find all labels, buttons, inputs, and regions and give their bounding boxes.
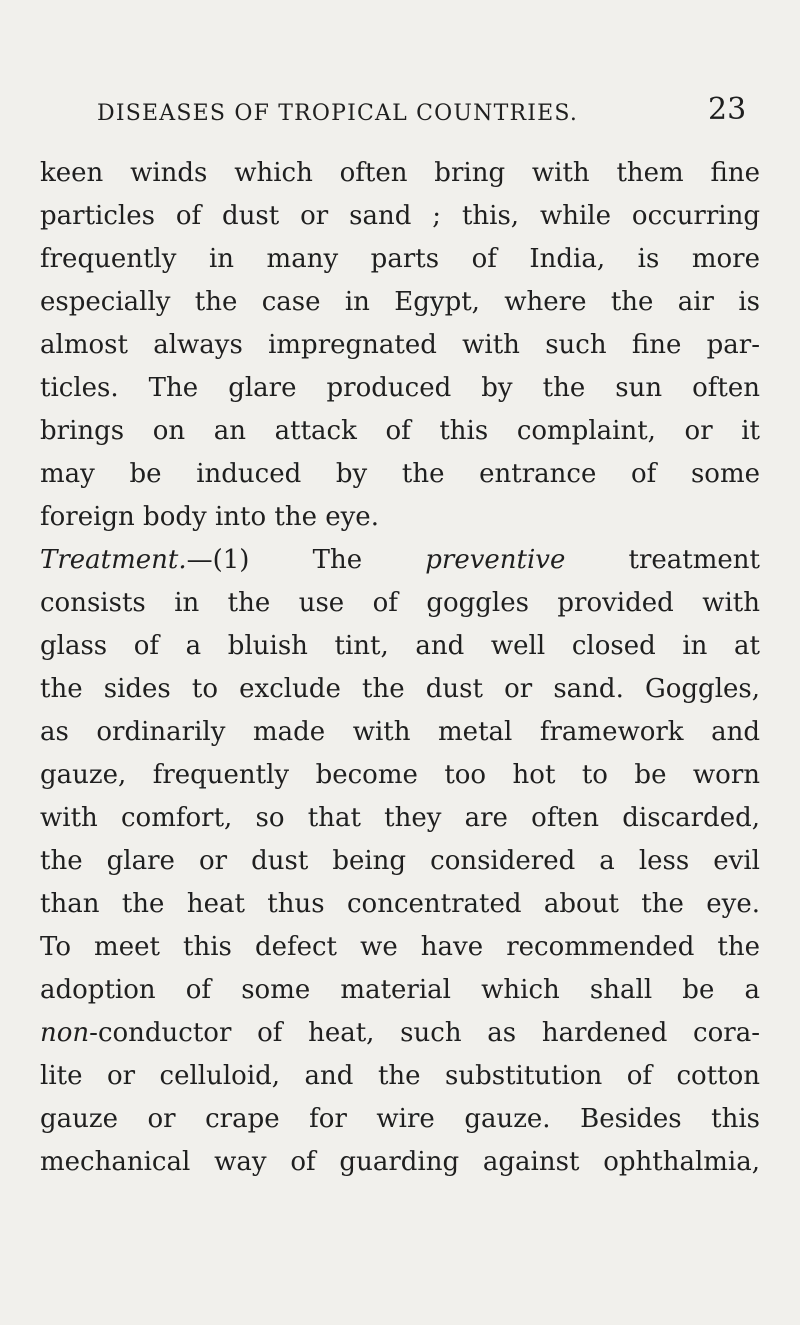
- emphasis-non: non: [40, 1018, 90, 1048]
- text-line: the glare or dust being considered a less evil: [40, 846, 760, 876]
- text-line: To meet this defect we have recommended the: [40, 932, 760, 962]
- text-span: -conductor of heat, such as hardened cora-: [89, 1018, 760, 1048]
- text-line: gauze, frequently become too hot to be worn: [40, 760, 760, 790]
- text-line: lite or celluloid, and the substitution of cotton: [40, 1061, 760, 1091]
- text-line: [40, 1013, 760, 1053]
- text-line: mechanical way of guarding against ophthalmia,: [40, 1147, 760, 1177]
- emphasis-preventive: preventive: [425, 545, 566, 575]
- text-line: adoption of some material which shall be a: [40, 975, 760, 1005]
- text-line: than the heat thus concentrated about the eye.: [40, 889, 760, 919]
- text-line: gauze or crape for wire gauze. Besides this: [40, 1104, 760, 1134]
- text-line: with comfort, so that they are often discarded,: [40, 803, 760, 833]
- text-line: foreign body into the eye.: [40, 502, 379, 532]
- text-line: brings on an attack of this complaint, or it: [40, 416, 760, 446]
- text-line: particles of dust or sand ; this, while occurring: [40, 201, 760, 231]
- text-span: treatment: [565, 545, 760, 575]
- text-line: especially the case in Egypt, where the air is: [40, 287, 760, 317]
- page-number: 23: [708, 92, 747, 127]
- text-line: may be induced by the entrance of some: [40, 459, 760, 489]
- treatment-heading: Treatment.: [40, 545, 187, 575]
- text-line: glass of a bluish tint, and well closed in at: [40, 631, 760, 661]
- text-line: ticles. The glare produced by the sun often: [40, 373, 760, 403]
- text-line: as ordinarily made with metal framework and: [40, 717, 760, 747]
- text-line: almost always impregnated with such fine par-: [40, 330, 760, 360]
- text-line: consists in the use of goggles provided with: [40, 588, 760, 618]
- running-head: DISEASES OF TROPICAL COUNTRIES.: [97, 101, 579, 126]
- text-line: the sides to exclude the dust or sand. Goggles,: [40, 674, 760, 704]
- text-line: keen winds which often bring with them fine: [40, 158, 760, 188]
- text-line: frequently in many parts of India, is more: [40, 244, 760, 274]
- paragraph-treatment-line: [40, 540, 760, 580]
- text-span: —(1) The: [186, 545, 426, 575]
